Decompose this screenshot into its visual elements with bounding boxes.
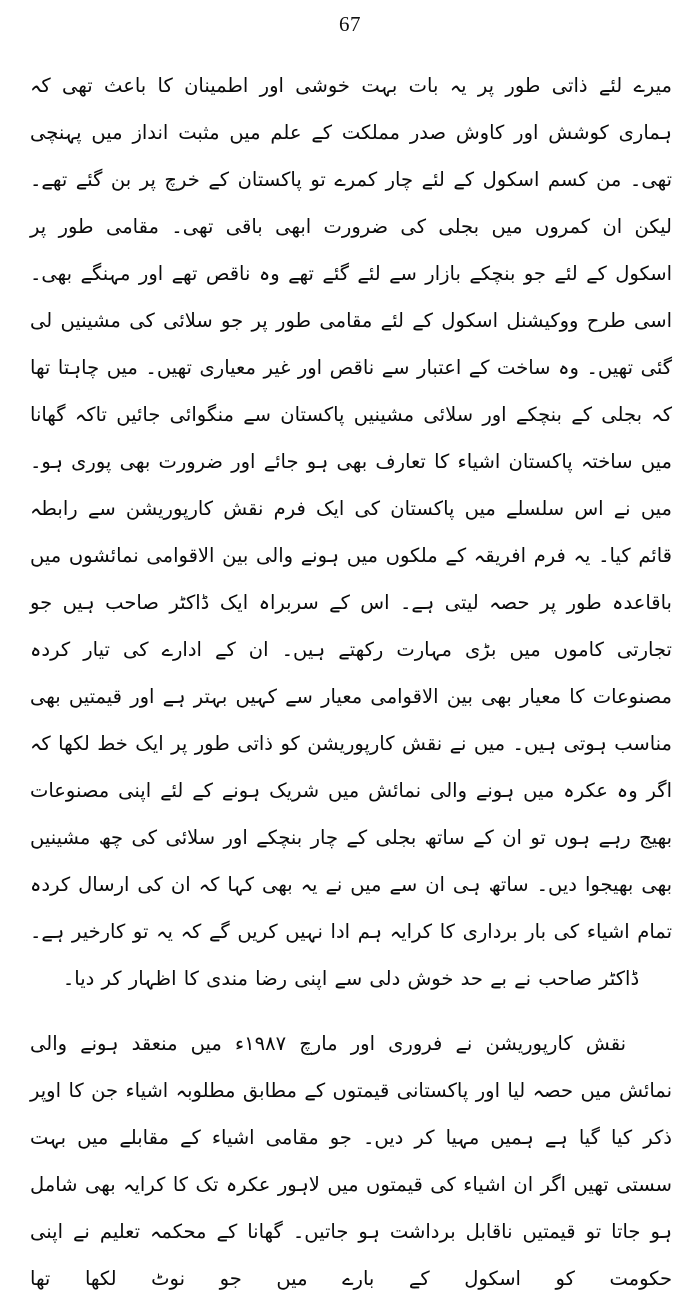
page-number: 67 xyxy=(339,12,361,36)
body-text-block xyxy=(30,62,672,1302)
paragraph-1: میرے لئے ذاتی طور پر یہ بات بہت خوشی اور اطمینان کا باعث تھی کہ ہماری کوشش اور کاوش صدر مملکت کے علم میں مثبت انداز میں پہنچی تھی۔ من کسم اسکول کے لئے چار کمرے تو پاکستان کے خرچ پر بن گئے تھے۔ لیکن ان کمروں میں بجلی کی ضرورت ابھی باقی تھی۔ مقامی طور پر اسکول کے لئے جو بنچکے بازار سے لئے گئے تھے وہ ناقص تھے اور مہنگے بھی۔ اسی طرح ووکیشنل اسکول کے لئے مقامی طور پر جو سلائی کی مشینیں لی گئی تھیں۔ وہ ساخت کے اعتبار سے ناقص اور غیر معیاری تھیں۔ میں چاہتا تھا کہ بجلی کے بنچکے اور سلائی مشینیں پاکستان سے منگوائی جائیں تاکہ گھانا میں ساختہ پاکستان اشیاء کا تعارف بھی ہو جائے اور ضرورت بھی پوری ہو۔ میں نے اس سلسلے میں پاکستان کی ایک فرم نقش کارپوریشن سے رابطہ قائم کیا۔ یہ فرم افریقہ کے ملکوں میں ہونے والی بین الاقوامی نمائشوں میں باقاعدہ طور پر حصہ لیتی ہے۔ اس کے سربراہ ایک ڈاکٹر صاحب ہیں جو تجارتی کاموں میں بڑی مہارت رکھتے ہیں۔ ان کے ادارے کی تیار کردہ مصنوعات کا معیار بھی بین الاقوامی معیار سے کہیں بہتر ہے اور قیمتیں بھی مناسب ہوتی ہیں۔ میں نے نقش کارپوریشن کو ذاتی طور پر ایک خط لکھا کہ اگر وہ عکرہ میں ہونے والی نمائش میں شریک ہونے کے لئے اپنی مصنوعات بھیج رہے ہوں تو ان کے ساتھ بجلی کے چار بنچکے اور سلائی کی چھ مشینیں بھی بھیجوا دیں۔ ساتھ ہی ان سے میں نے یہ بھی کہا کہ ان کی ارسال کردہ تمام اشیاء کی بار برداری کا کرایہ ہم ادا نہیں کریں گے کہ یہ تو کارخیر ہے۔ ڈاکٹر صاحب نے بے حد خوش دلی سے اپنی رضا مندی کا اظہار کر دیا۔ xyxy=(30,74,672,990)
paragraph-2: نقش کارپوریشن نے فروری اور مارچ ۱۹۸۷ء میں منعقد ہونے والی نمائش میں حصہ لیا اور پاکستانی قیمتوں کے مطابق مطلوبہ اشیاء جن کا اوپر ذکر کیا گیا ہے ہمیں مہیا کر دیں۔ جو مقامی اشیاء کے مقابلے میں بہت سستی تھیں اگر ان اشیاء کی قیمتوں میں لاہور عکرہ تک کا کرایہ بھی شامل ہو جاتا تو قیمتیں ناقابل برداشت ہو جاتیں۔ گھانا کے محکمہ تعلیم نے اپنی حکومت کو اسکول کے بارے میں جو نوٹ لکھا تھا xyxy=(30,1032,672,1290)
